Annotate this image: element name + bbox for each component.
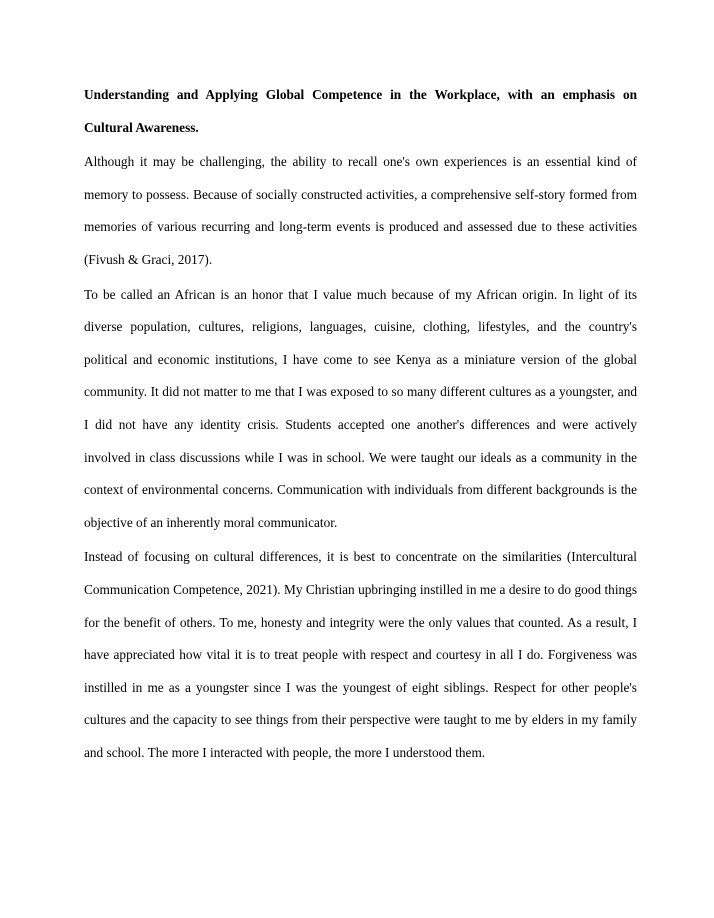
paragraph-3: Instead of focusing on cultural differences, it is best to concentrate on the similarities (Intercultural Communication Competence, 2021). My Christian upbringing instilled in me a desire to do good things for the benefit of others. To me, honesty and integrity were the only values that counted. As a result, I have appreciated how vital it is to treat people with respect and courtesy in all I do. Forgiveness was instilled in me as a youngster since I was the youngest of eight siblings. Respect for other people's cultures and the capacity to see things from their perspective were taught to me by elders in my family and school. The more I interacted with people, the more I understood them. <box>84 549 637 760</box>
document-body <box>84 79 637 771</box>
document-title: Understanding and Applying Global Competence in the Workplace, with an emphasis on Cultural Awareness. <box>84 87 637 135</box>
paragraph-2: To be called an African is an honor that I value much because of my African origin. In light of its diverse population, cultures, religions, languages, cuisine, clothing, lifestyles, and the country's political and economic institutions, I have come to see Kenya as a miniature version of the global community. It did not matter to me that I was exposed to so many different cultures as a youngster, and I did not have any identity crisis. Students accepted one another's differences and were actively involved in class discussions while I was in school. We were taught our ideals as a community in the context of environmental concerns. Communication with individuals from different backgrounds is the objective of an inherently moral communicator. <box>84 286 637 530</box>
paragraph-1: Although it may be challenging, the ability to recall one's own experiences is an essential kind of memory to possess. Because of socially constructed activities, a comprehensive self-story formed from memories of various recurring and long-term events is produced and assessed due to these activities (Fivush & Graci, 2017). <box>84 154 637 267</box>
